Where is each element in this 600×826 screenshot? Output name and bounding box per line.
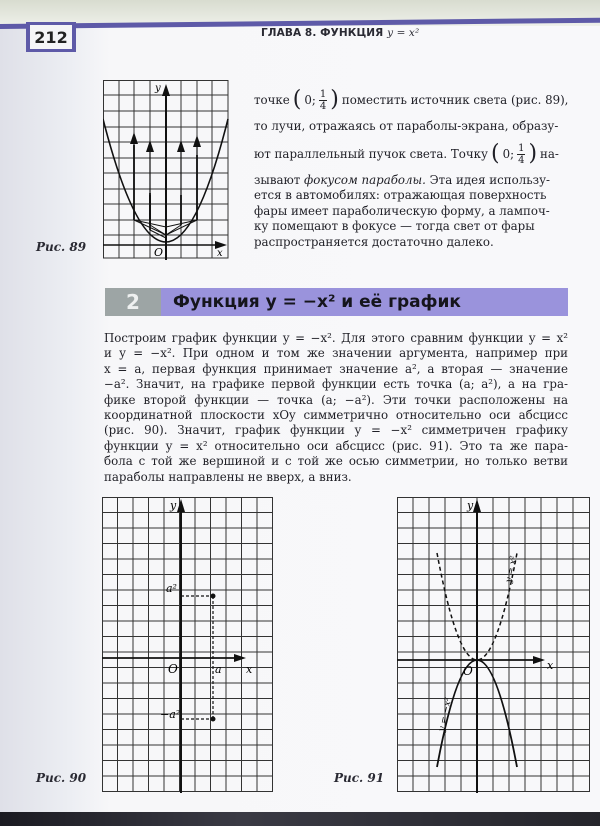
intro-text: зывают (254, 172, 305, 187)
chapter-title: ГЛАВА 8. ФУНКЦИЯ (261, 27, 388, 39)
svg-text:O: O (168, 662, 178, 676)
paragraph-line: координатной плоскости xOy симметрично относительно оси абсцисс (104, 408, 568, 423)
paragraph-line: бола с той же вершиной и с той же осью симметрии, но только ветви (104, 454, 568, 469)
paragraph-line: Построим график функции y = −x². Для этого сравним функции y = x² (104, 331, 568, 345)
point-text: 0; (304, 92, 316, 107)
point-text: 0; (502, 147, 515, 162)
fig89-caption: Рис. 89 (36, 240, 87, 254)
fig90-caption: Рис. 90 (36, 771, 87, 785)
intro-text: Эта идея использу- (425, 172, 551, 187)
svg-text:y: y (155, 83, 161, 94)
fig91-caption: Рис. 91 (334, 771, 385, 785)
section-title: Функция y = −x² и её график (161, 288, 568, 316)
section-heading (105, 288, 568, 316)
svg-text:O: O (154, 246, 164, 259)
svg-text:y = x²: y = x² (504, 555, 520, 584)
page-number: 212 (30, 25, 72, 49)
page-number-box (26, 22, 76, 52)
intro-text: фары имеет параболическую форму, а лампоч- (254, 203, 550, 218)
svg-text:y: y (170, 499, 177, 512)
intro-text: распространяется достаточно далеко. (254, 234, 494, 249)
intro-text: ется в автомобилях: отражающая поверхность (254, 188, 547, 202)
paragraph-line: фике второй функции — точка (a; −a²). Эти точки расположены на (104, 392, 568, 407)
page-bottom-edge (0, 812, 600, 826)
figure-89 (103, 80, 229, 260)
paragraph-line: −a². Значит, на графике первой функции есть точка (a; a²), а на гра- (104, 377, 568, 392)
svg-text:x: x (246, 663, 253, 676)
svg-text:x: x (217, 248, 223, 259)
svg-text:O: O (463, 664, 473, 678)
svg-text:y = −x²: y = −x² (437, 696, 455, 733)
chapter-function: y = x² (387, 27, 420, 39)
figure-91 (397, 497, 592, 793)
svg-text:a²: a² (166, 582, 177, 595)
term-focus: фокусом параболы. (304, 172, 426, 187)
paragraph-line: x = a, первая функция принимает значение a², а вторая — значение (104, 361, 568, 376)
fraction-one-quarter: $\frac{1}{4}$ (319, 88, 327, 112)
running-head (261, 27, 419, 39)
fraction-one-quarter: $\frac{1}{4}$ (518, 143, 525, 166)
svg-text:−a²: −a² (160, 708, 181, 721)
svg-text:x: x (547, 659, 554, 672)
intro-text: на- (540, 147, 559, 162)
svg-text:y: y (467, 499, 474, 512)
figure-90 (102, 497, 274, 793)
paragraph-line: (рис. 90). Значит, график функции y = −x² симметричен графику (104, 423, 568, 438)
svg-text:a: a (215, 663, 222, 676)
paragraph-line: и y = −x². При одном и том же значении аргумента, например при (104, 346, 568, 361)
main-paragraph (104, 331, 568, 485)
intro-text: ку помещают в фокусе — тогда свет от фары (254, 219, 535, 233)
intro-text: ют параллельный пучок света. Точку (254, 147, 488, 162)
intro-text: точке (254, 92, 290, 107)
intro-text: поместить источник света (рис. 89), (341, 92, 569, 107)
intro-paragraph: точке ( 0; $\frac{1}{4}$ ) поместить источник света (рис. 89), то лучи, отражаясь от параболы-экрана, образу- ют параллельный пучок света. Точку ( 0; $\frac{1}{4}$ ) на- зывают фокусом параболы. Эта идея использу- ется в автомобилях: отражающая поверхность фары имеет параболическую форму, а лампоч- ку помещают в фокусе — тогда свет от фары распространяется достаточно далеко. (254, 86, 569, 249)
paragraph-line: функции y = x² относительно оси абсцисс (рис. 91). Это та же пара- (104, 438, 568, 453)
paragraph-line: параболы направлены не вверх, а вниз. (104, 469, 352, 484)
intro-text: то лучи, отражаясь от параболы-экрана, образу- (254, 119, 559, 133)
section-number: 2 (105, 288, 161, 316)
